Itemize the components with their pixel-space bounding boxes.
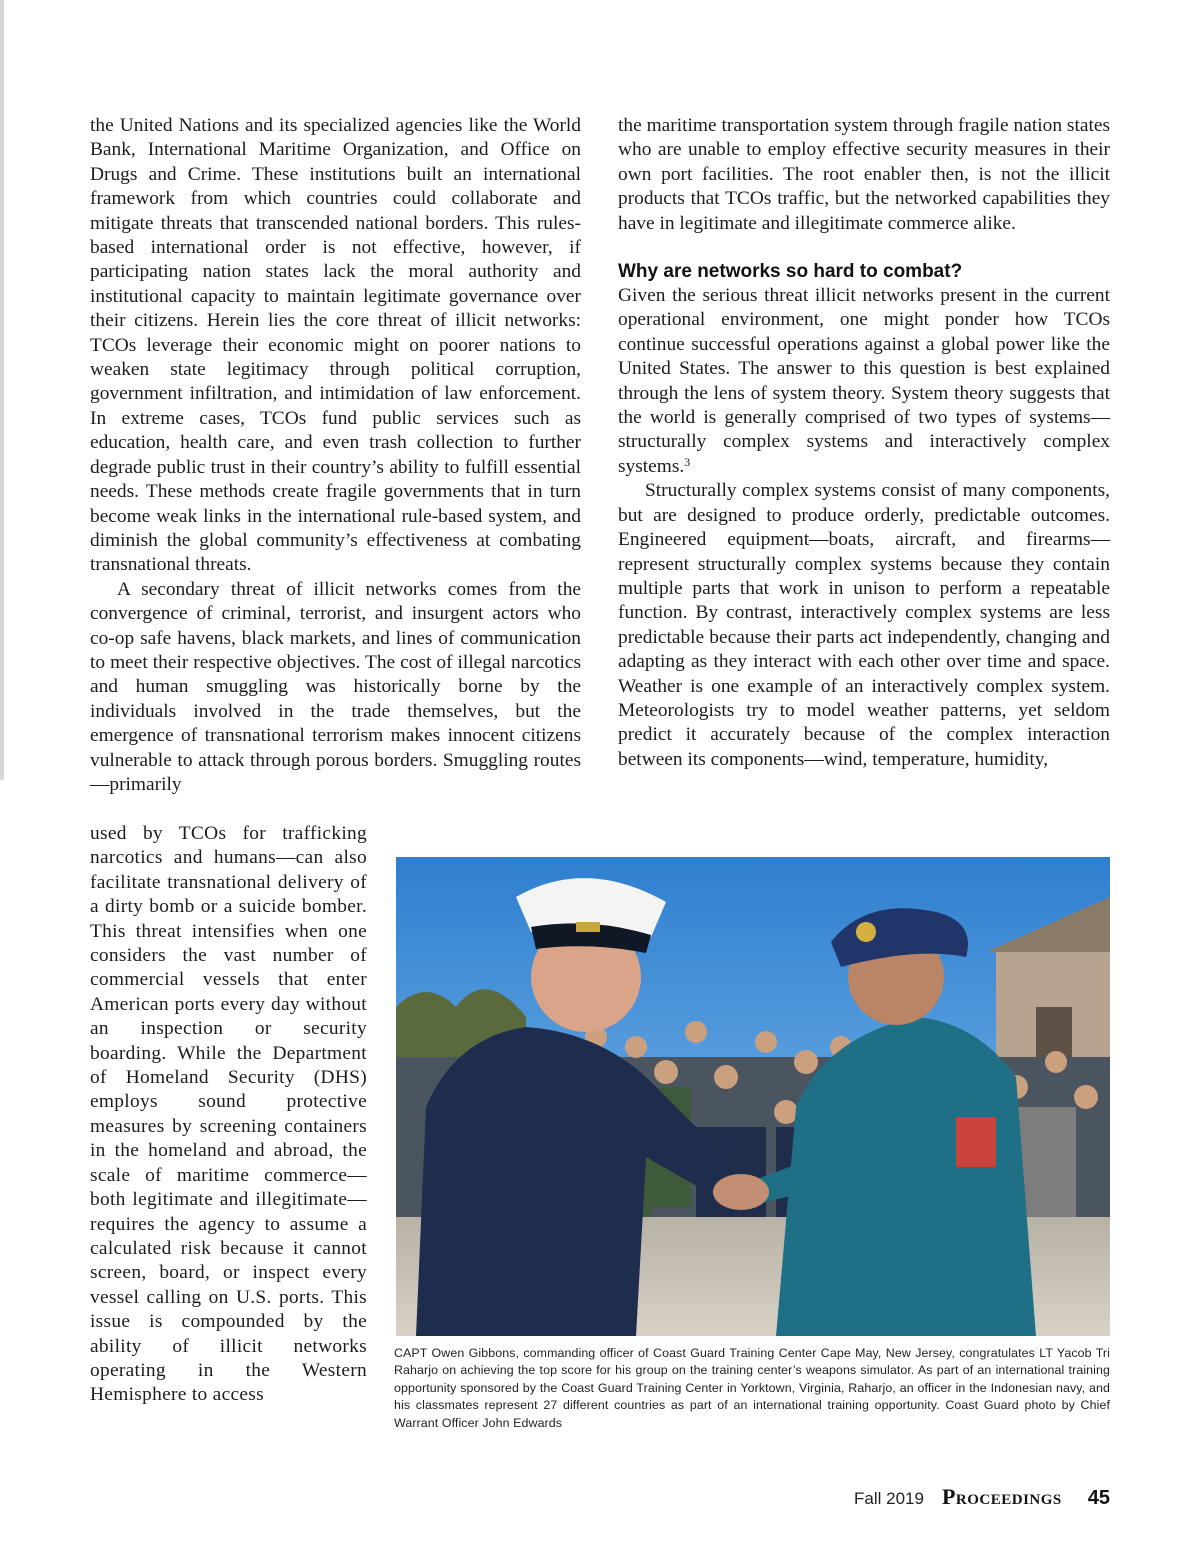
right-column [618, 114, 1110, 772]
right-paragraph-1: the maritime transportation system through fragile nation states who are unable to employ effective security measures in their own port facilities. The root enabler then, is not the illicit products that TCOs traffic, but the networked capabilities they have in legitimate and illegitimate commerce alike. [618, 115, 1110, 234]
page-number: 45 [1087, 1487, 1110, 1509]
article-photo [396, 857, 1110, 1336]
right-paragraph-3: Structurally complex systems consist of many components, but are designed to produce orderly, predictable outcomes. Engineered equipment—boats, aircraft, and firearms—represent structurally complex systems because they contain multiple parts that work in unison to perform a repeatable function. By contrast, interactively complex systems are less predictable because their parts act independently, changing and adapting as they interact with each other over time and space. Weather is one example of an interactively complex system. Meteorologists try to model weather patterns, yet seldom predict it accurately because of the complex interaction between its components—wind, temperature, humidity, [618, 480, 1110, 770]
left-paragraph-1: the United Nations and its specialized agencies like the World Bank, International Maritime Organization, and Office on Drugs and Crime. These institutions built an international framework from which countries could collaborate and mitigate threats that transcended national borders. This rules-based international order is not effective, however, if participating nation states lack the moral authority and institutional capacity to maintain legitimate governance over their citizens. Herein lies the core threat of illicit networks: TCOs leverage their economic might on poorer nations to weaken state legitimacy through political corruption, government infiltration, and intimidation of law enforcement. In extreme cases, TCOs fund public services such as education, health care, and even trash collection to further degrade public trust in their country’s ability to fulfill essential needs. These methods create fragile governments that in turn become weak links in the international rule-based system, and diminish the global community’s effectiveness at combating transnational threats. [90, 115, 581, 576]
left-column-narrow [90, 822, 367, 1408]
footnote-marker: 3 [684, 454, 691, 469]
page-edge-shadow [0, 0, 4, 780]
publication-name: Proceedings [941, 1484, 1062, 1509]
section-subhead: Why are networks so hard to combat? [618, 261, 963, 283]
right-paragraph-2-text: Given the serious threat illicit networks present in the current operational environment, one might ponder how TCOs continue successful operations against a global power like the United States. The answer to this question is best explained through the lens of system theory. System theory suggests that the world is generally comprised of two types of systems—structurally complex systems and interactively complex systems. [618, 285, 1110, 477]
photo-caption: CAPT Owen Gibbons, commanding officer of Coast Guard Training Center Cape May, New Jersey, congratulates LT Yacob Tri Raharjo on achieving the top score for his group on the training center’s weapons simulator. As part of an international training opportunity sponsored by the Coast Guard Training Center in Yorktown, Virginia, Raharjo, an officer in the Indonesian navy, and his classmates represent 27 different countries as part of an international training opportunity. Coast Guard photo by Chief Warrant Officer John Edwards [394, 1346, 1110, 1430]
right-paragraph-2 [618, 284, 1110, 479]
left-column-top [90, 114, 581, 797]
photo-illustration [396, 857, 1110, 1336]
left-paragraph-2: A secondary threat of illicit networks comes from the convergence of criminal, terrorist, and insurgent actors who co-op safe havens, black markets, and lines of communication to meet their respective objectives. The cost of illegal narcotics and human smuggling was historically borne by the individuals involved in the trade themselves, but the emergence of transnational terrorism makes innocent citizens vulnerable to attack through porous borders. Smuggling routes—primarily [90, 578, 581, 795]
page-footer [854, 1484, 1110, 1514]
issue-date: Fall 2019 [854, 1489, 924, 1508]
left-paragraph-2-continued: used by TCOs for trafficking narcotics and humans—can also facilitate transnational delivery of a dirty bomb or a suicide bomber. This threat intensifies when one considers the vast number of commercial vessels that enter American ports every day without an inspection or security boarding. While the Department of Homeland Security (DHS) employs sound protective measures by screening containers in the homeland and abroad, the scale of maritime commerce—both legitimate and illegitimate—requires the agency to assume a calculated risk because it cannot screen, board, or inspect every vessel calling on U.S. ports. This issue is compounded by the ability of illicit networks operating in the Western Hemisphere to access [90, 823, 367, 1406]
